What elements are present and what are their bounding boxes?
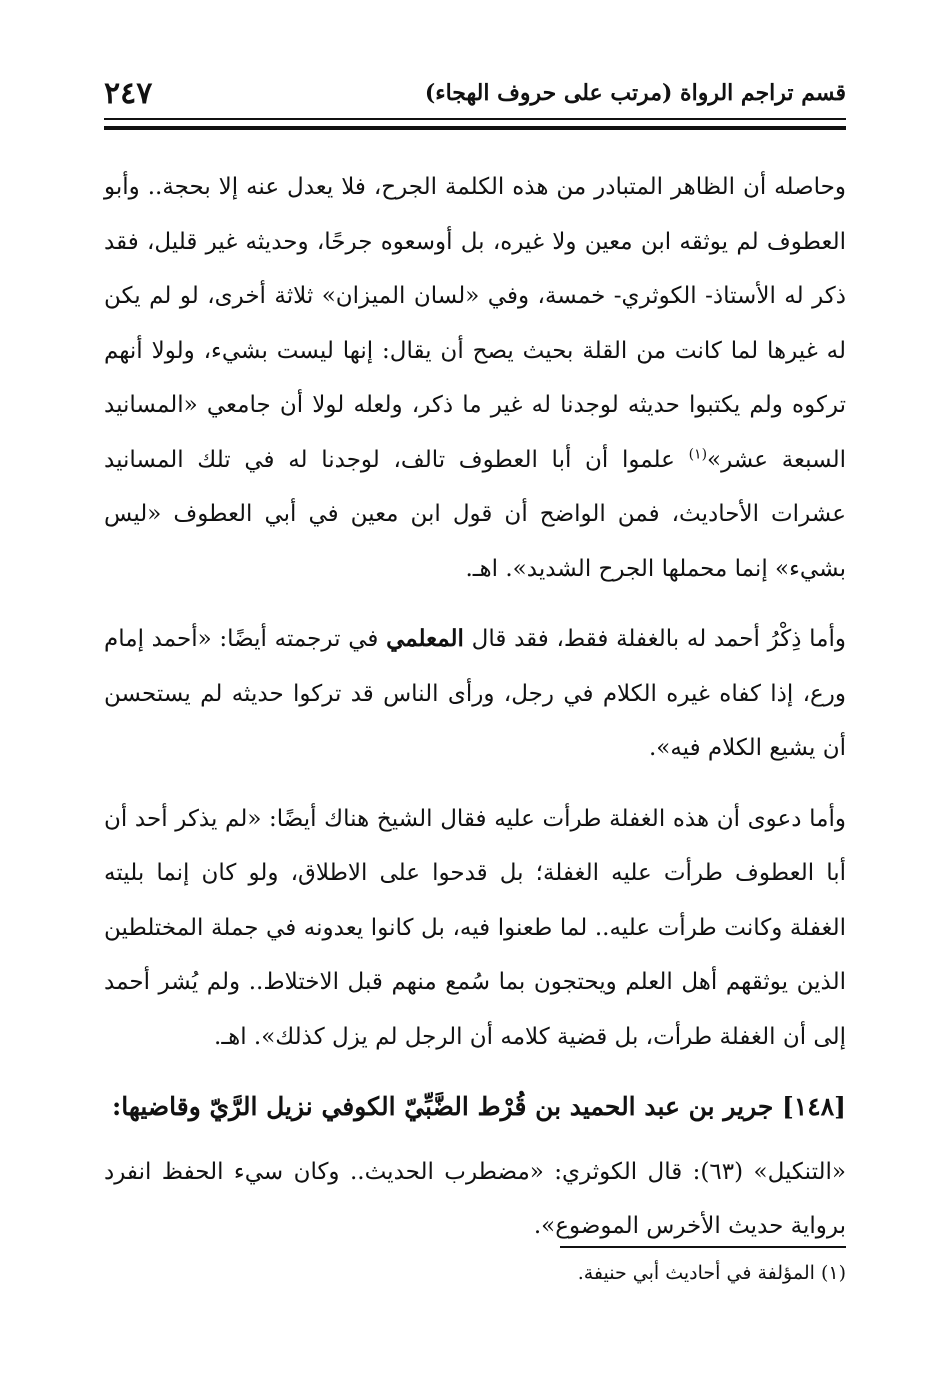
header-rule-thin <box>104 118 846 120</box>
entry-heading: [١٤٨] جرير بن عبد الحميد بن قُرْط الضَّبِّيّ الكوفي نزيل الرَّيّ وقاضيها: <box>111 1092 846 1121</box>
author-name-bold: المعلمي <box>386 625 464 652</box>
page-number: ٢٤٧ <box>104 76 153 111</box>
body-text <box>104 160 846 1270</box>
entry-text: «التنكيل» (٦٣): قال الكوثري: «مضطرب الحديث.. وكان سيء الحفظ انفرد برواية حديث الأخرس الموضوع». <box>104 1158 846 1239</box>
paragraph-2-text-a: وأما ذِكْرُ أحمد له بالغفلة فقط، فقد قال <box>463 626 847 652</box>
paragraph-2-text-b: في ترجمته أيضًا: «أحمد إمام ورع، إذا كفاه غيره الكلام في رجل، ورأى الناس قد تركوا حديثه لم يستحسن أن يشيع الكلام فيه». <box>104 626 846 761</box>
header-rule-thick <box>104 126 846 130</box>
footnote-divider <box>560 1246 846 1248</box>
footnote-ref-1[interactable]: (١) <box>688 445 708 462</box>
paragraph-1-text-b: علموا أن أبا العطوف تالف، لوجدنا له في تلك المسانيد عشرات الأحاديث، فمن الواضح أن قول ابن معين في أبي العطوف «ليس بشيء» إنما محملها الجرح الشديد». اهـ. <box>104 446 846 582</box>
paragraph-2 <box>104 612 846 776</box>
paragraph-1-text-a: وحاصله أن الظاهر المتبادر من هذه الكلمة الجرح، فلا يعدل عنه إلا بحجة.. وأبو العطوف لم يوثقه ابن معين ولا غيره، بل أوسعوه جرحًا، وحديثه غير قليل، فقد ذكر له الأستاذ- الكوثري- خمسة، وفي «لسان الميزان» ثلاثة أخرى، لو لم يكن له غيرها لما كانت من القلة بحيث يصح أن يقال: إنها ليست بشيء، ولولا أنهم تركوه ولم يكتبوا حديثه لوجدنا له غير ما ذكر، ولعله لولا أن جامعي «المسانيد السبعة عشر» <box>104 174 846 473</box>
page-header <box>104 0 846 120</box>
paragraph-1 <box>104 160 846 596</box>
footnote-1: (١) المؤلفة في أحاديث أبي حنيفة. <box>577 1262 846 1284</box>
paragraph-3: وأما دعوى أن هذه الغفلة طرأت عليه فقال الشيخ هناك أيضًا: «لم يذكر أحد أن أبا العطوف طرأت عليه الغفلة؛ بل قدحوا على الاطلاق، ولو كان إنما بليته الغفلة وكانت طرأت عليه.. لما طعنوا فيه، بل كانوا يعدونه في جملة المختلطين الذين يوثقهم أهل العلم ويحتجون بما سُمع منهم قبل الاختلاط.. ولم يُشر أحمد إلى أن الغفلة طرأت، بل قضية كلامه أن الرجل لم يزل كذلك». اهـ. <box>104 805 846 1050</box>
running-head: قسم تراجم الرواة (مرتب على حروف الهجاء) <box>424 80 846 106</box>
